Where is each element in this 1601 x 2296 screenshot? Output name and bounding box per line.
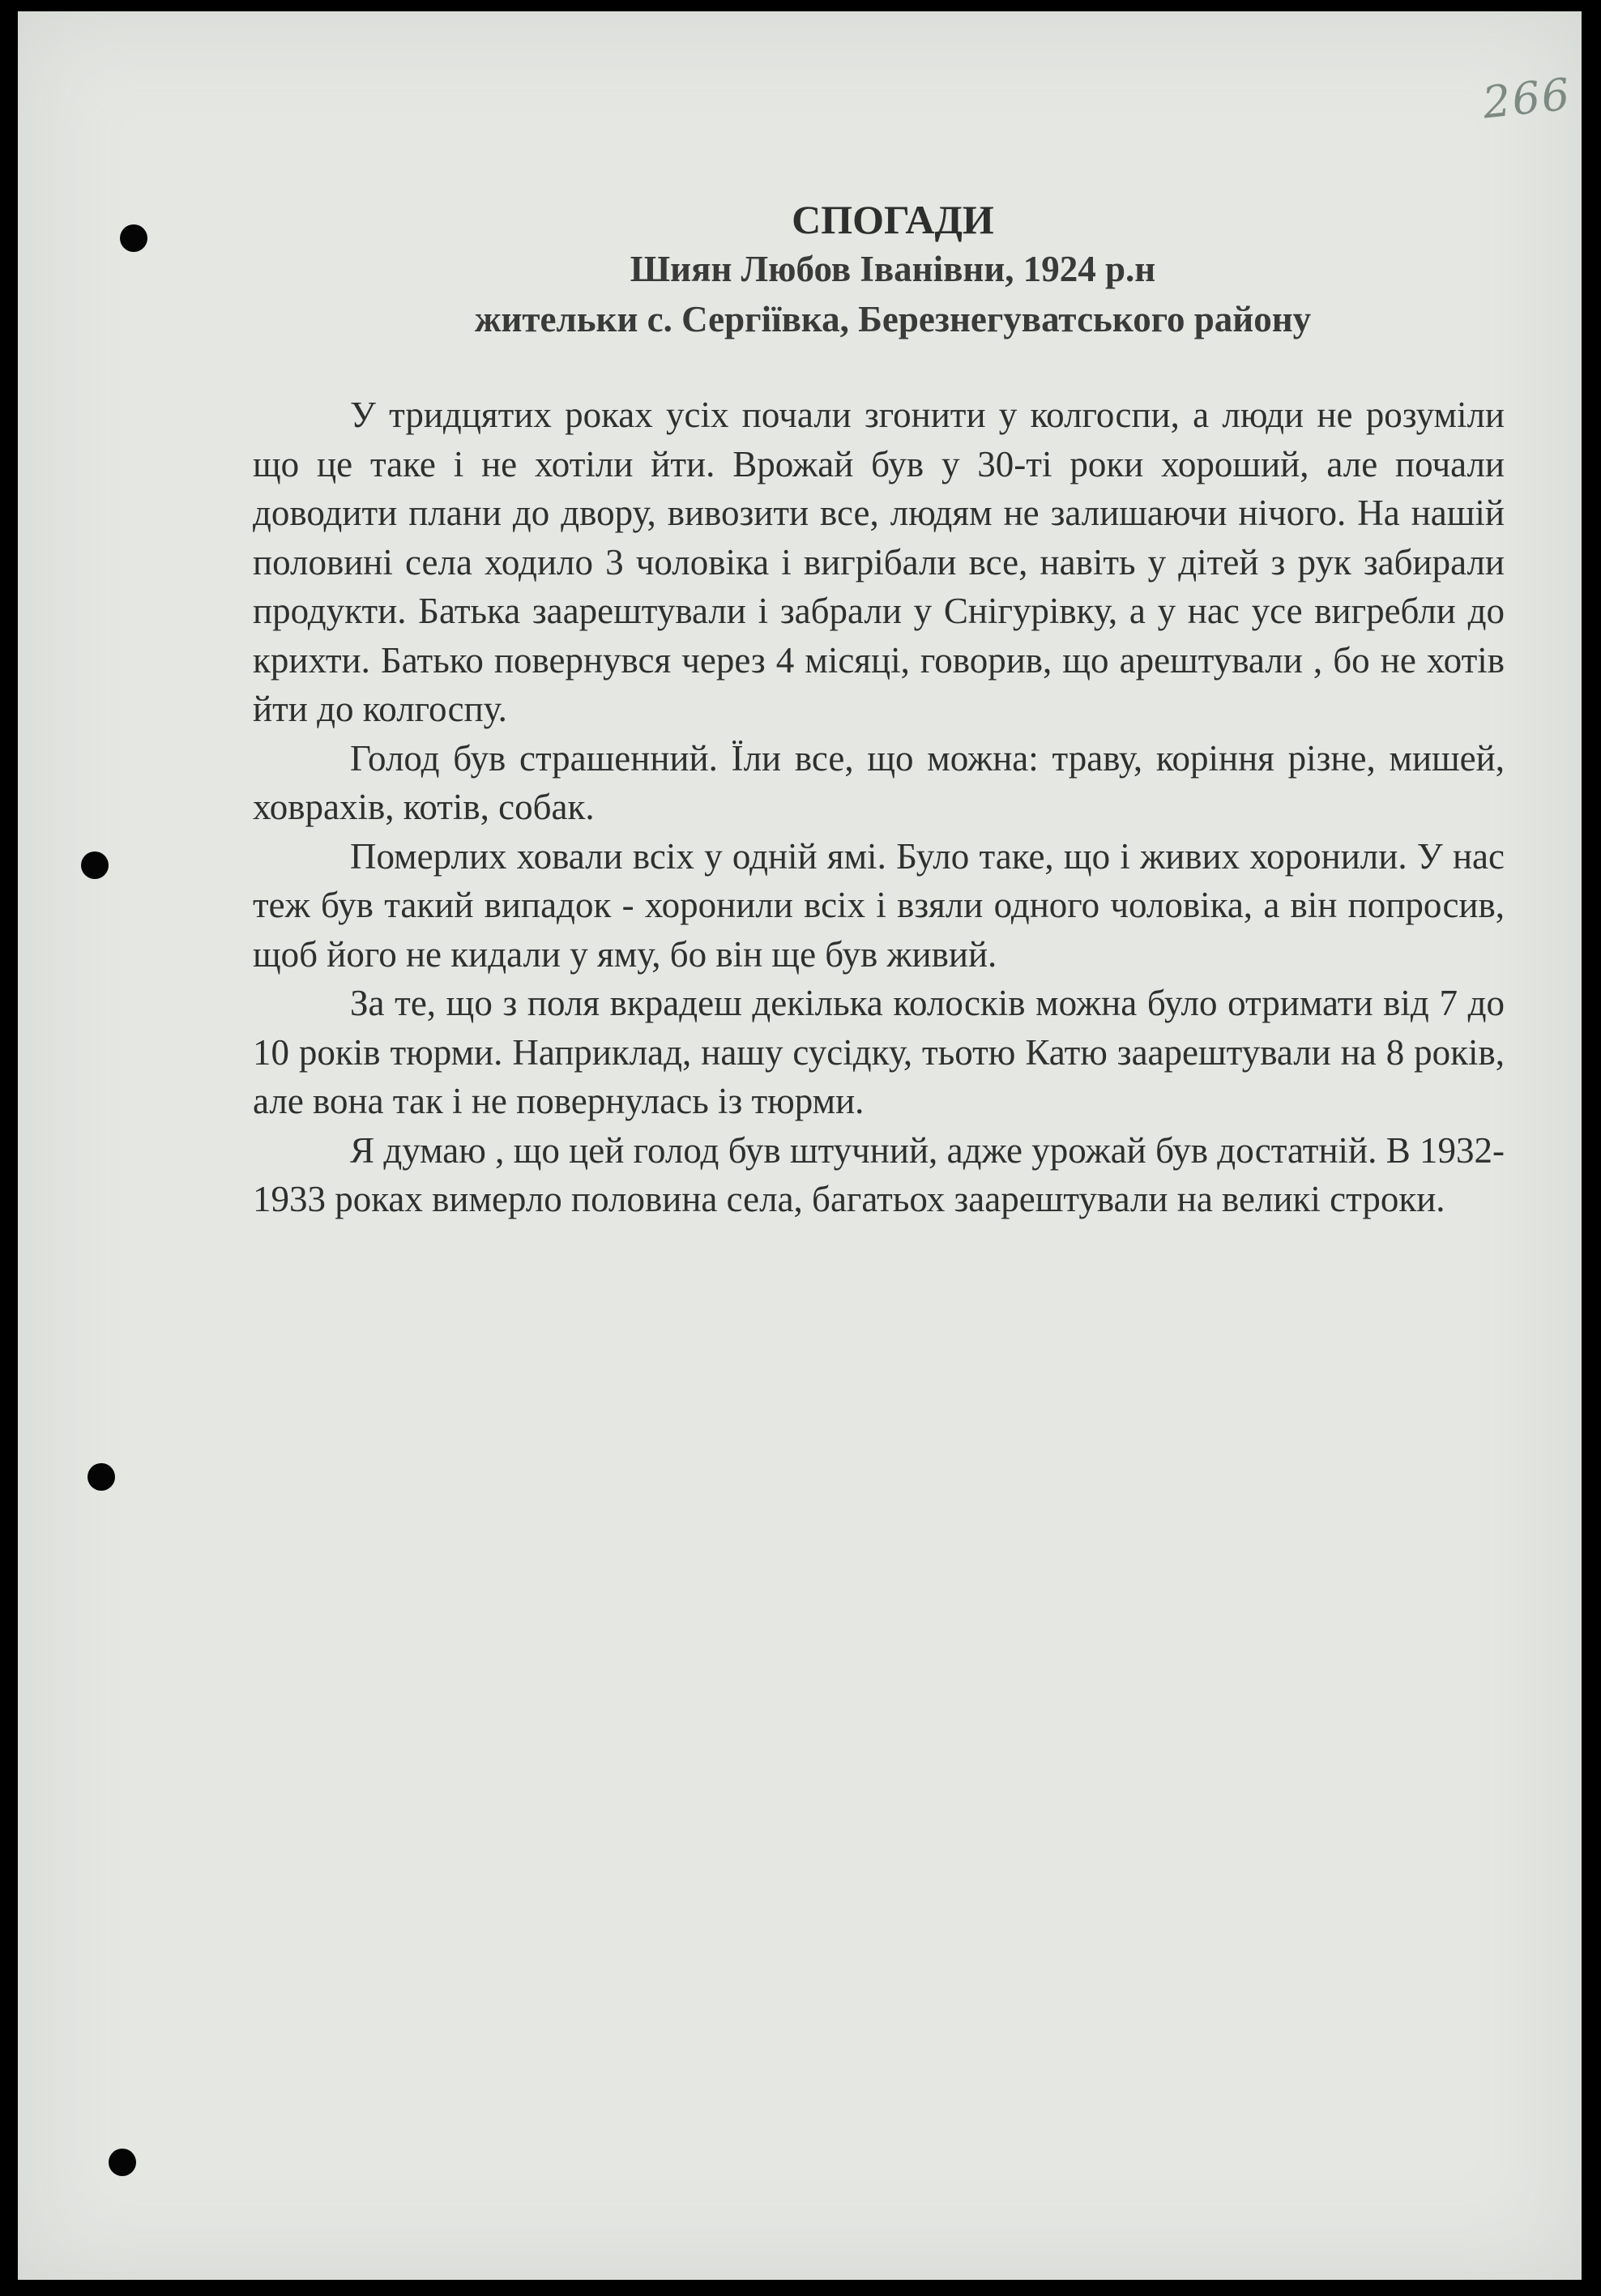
document-residence: жительки с. Сергіївка, Березнегуватського району <box>474 299 1312 339</box>
paragraph: Я думаю , що цей голод був штучний, адже урожай був достатній. В 1932-1933 роках вимерло половина села, багатьох заарештували на великі строки. <box>253 1129 1505 1219</box>
binder-hole <box>109 2149 136 2176</box>
handwritten-page-number: 266 <box>1480 68 1574 129</box>
document-title: СПОГАДИ <box>792 197 994 242</box>
memoir-body <box>253 390 1505 1224</box>
paragraph: Померлих ховали всіх у одній ямі. Було таке, що і живих хоронили. У нас теж був такий випадок - хоронили всіх і взяли одного чоловіка, а він попросив, щоб його не кидали у яму, бо він ще був живий. <box>253 835 1505 975</box>
binder-hole <box>120 224 147 252</box>
binder-hole <box>88 1463 115 1491</box>
paragraph: Голод був страшенний. Їли все, що можна: траву, коріння різне, мишей, ховрахів, котів, собак. <box>253 737 1505 827</box>
paragraph: У тридцятих роках усіх почали згонити у колгоспи, а люди не розуміли що це таке і не хотіли йти. Врожай був у 30-ті роки хороший, але почали доводити плани до двору, вивозити все, людям не залишаючи нічого. На нашій половині села ходило 3 чоловіка і вигрібали все, навіть у дітей з рук забирали продукти. Батька заарештували і забрали у Снігурівку, а у нас усе вигребли до крихти. Батько повернувся через 4 місяці, говорив, що арештували , бо не хотів йти до колгоспу. <box>253 395 1505 729</box>
document-page <box>18 11 1582 2280</box>
binder-hole <box>81 851 109 879</box>
paragraph: За те, що з поля вкрадеш декілька колосків можна було отримати від 7 до 10 років тюрми. Наприклад, нашу сусідку, тьотю Катю заарештували на 8 років, але вона так і не повернулась із тюрми. <box>253 983 1505 1121</box>
document-subtitle: Шиян Любов Іванівни, 1924 р.н <box>630 249 1156 289</box>
